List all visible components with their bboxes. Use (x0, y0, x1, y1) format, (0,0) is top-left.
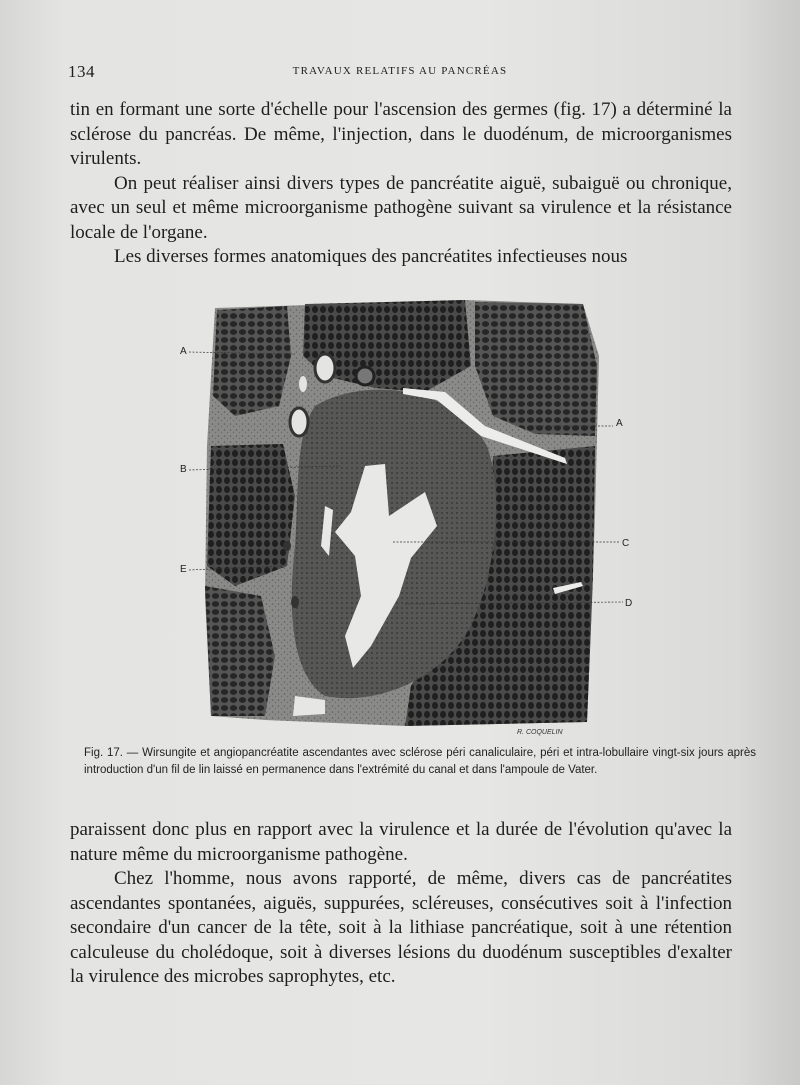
label-a-left: A (180, 346, 187, 357)
micrograph (205, 300, 599, 726)
caption-label: Fig. 17. — (84, 747, 139, 759)
paragraph: tin en formant une sorte d'échelle pour l'ascension des germes (fig. 17) a déterminé la sclérose du pancréas. De même, l'injection, dans le duodénum, de microorganismes virulents. (70, 99, 732, 169)
running-head (68, 62, 732, 86)
running-title: TRAVAUX RELATIFS AU PANCRÉAS (292, 65, 508, 77)
caption-text: Wirsungite et angiopancréatite ascendantes avec sclérose péri canaliculaire, péri et intra-lobullaire vingt-six jours après introduction d'un fil de lin laissé en permanence dans l'extrémité du canal et dans l'ampoule de Vater. (84, 747, 756, 776)
body-text-top (70, 98, 732, 270)
paragraph: Chez l'homme, nous avons rapporté, de même, divers cas de pancréatites ascendantes spontanées, aiguës, suppurées, scléreuses, consécutives soit à l'infection secondaire d'un cancer de la tête, soit à la lithiase pancréatique, soit à une rétention calculeuse du cholédoque, soit à diverses lésions du duodénum susceptibles d'exalter la virulence des microbes saprophytes, etc. (70, 868, 732, 987)
label-d: D (625, 598, 633, 609)
label-b: B (180, 464, 187, 475)
paragraph: Les diverses formes anatomiques des pancréatites infectieuses nous (114, 246, 628, 267)
figure-svg (175, 296, 645, 736)
label-c: C (622, 538, 630, 549)
label-a-right: A (616, 418, 623, 429)
figure-17 (175, 296, 645, 736)
page-number: 134 (68, 62, 95, 81)
body-text-bottom (70, 818, 732, 990)
paragraph: paraissent donc plus en rapport avec la virulence et la durée de l'évolution qu'avec la nature même du microorganisme pathogène. (70, 819, 732, 865)
label-e: E (180, 564, 187, 575)
artist-signature: R. COQUELIN (517, 729, 563, 736)
figure-caption (84, 745, 756, 779)
paragraph: On peut réaliser ainsi divers types de pancréatite aiguë, subaiguë ou chronique, avec un seul et même microorganisme pathogène suivant sa virulence et la résistance locale de l'organe. (70, 172, 732, 243)
